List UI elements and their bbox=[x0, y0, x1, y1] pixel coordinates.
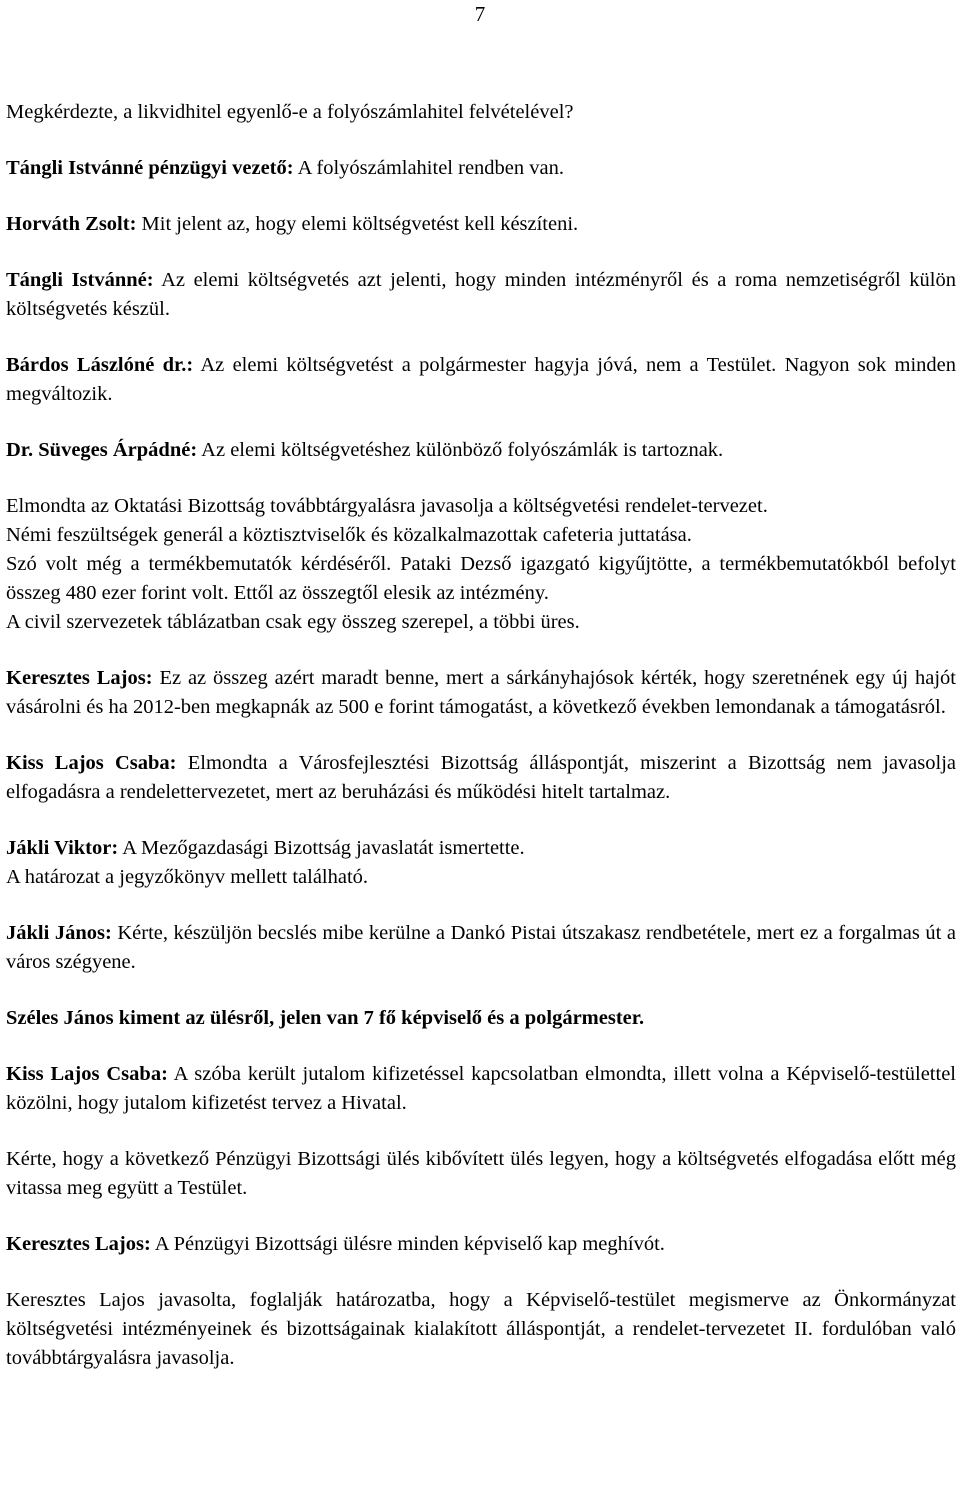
speaker-label: Horváth Zsolt: bbox=[6, 213, 137, 235]
paragraph bbox=[6, 210, 956, 239]
paragraph-text: Elmondta az Oktatási Bizottság továbbtárgyalásra javasolja a költségvetési rendelet-tervezet. bbox=[6, 495, 768, 517]
paragraph-text: A civil szervezetek táblázatban csak egy összeg szerepel, a többi üres. bbox=[6, 611, 580, 633]
paragraph-text: Kérte, készüljön becslés mibe kerülne a Dankó Pistai útszakasz rendbetétele, mert ez a forgalmas út a város szégyene. bbox=[6, 922, 957, 973]
speaker-label: Keresztes Lajos: bbox=[6, 1233, 151, 1255]
paragraph-text: A Mezőgazdasági Bizottság javaslatát ismertette. bbox=[118, 837, 525, 859]
paragraph bbox=[6, 1230, 956, 1259]
document-body bbox=[6, 98, 956, 1400]
paragraph-text: Mit jelent az, hogy elemi költségvetést kell készíteni. bbox=[136, 213, 579, 235]
paragraph-text: Némi feszültségek generál a köztisztviselők és közalkalmazottak cafeteria juttatása. bbox=[6, 524, 692, 546]
paragraph-text: Szó volt még a termékbemutatók kérdéséről. Pataki Dezső igazgató kigyűjtötte, a termékbemutatókból befolyt összeg 480 ezer forint volt. Ettől az összegtől elesik az intézmény. bbox=[6, 553, 956, 604]
speaker-label: Jákli Viktor: bbox=[6, 837, 119, 859]
paragraph-text: Megkérdezte, a likvidhitel egyenlő-e a folyószámlahitel felvételével? bbox=[6, 101, 574, 123]
paragraph-text: A szóba került jutalom kifizetéssel kapcsolatban elmondta, illett volna a Képviselő-testülettel közölni, hogy jutalom kifizetést tervez a Hivatal. bbox=[6, 1063, 956, 1114]
paragraph bbox=[6, 919, 956, 977]
speaker-label: Tángli Istvánné pénzügyi vezető: bbox=[6, 157, 294, 179]
attendance-note: Széles János kiment az ülésről, jelen van 7 fő képviselő és a polgármester. bbox=[6, 1007, 645, 1029]
paragraph bbox=[6, 834, 956, 863]
speaker-label: Kiss Lajos Csaba: bbox=[6, 752, 177, 774]
paragraph-text: Az elemi költségvetéshez különböző folyószámlák is tartoznak. bbox=[197, 439, 724, 461]
paragraph-text: Az elemi költségvetés azt jelenti, hogy minden intézményről és a roma nemzetiségről külön költségvetés készül. bbox=[6, 269, 957, 320]
speaker-label: Jákli János: bbox=[6, 922, 112, 944]
speaker-label: Keresztes Lajos: bbox=[6, 667, 153, 689]
paragraph bbox=[6, 521, 956, 550]
paragraph-text: Kérte, hogy a következő Pénzügyi Bizottsági ülés kibővített ülés legyen, hogy a költségvetés elfogadása előtt még vitassa meg együtt a Testület. bbox=[6, 1148, 956, 1199]
paragraph bbox=[6, 550, 956, 608]
page-number: 7 bbox=[474, 2, 486, 26]
paragraph bbox=[6, 608, 956, 637]
speaker-label: Bárdos Lászlóné dr.: bbox=[6, 354, 194, 376]
paragraph bbox=[6, 1060, 956, 1118]
paragraph bbox=[6, 98, 956, 127]
paragraph-text: A Pénzügyi Bizottsági ülésre minden képviselő kap meghívót. bbox=[150, 1233, 665, 1255]
paragraph bbox=[6, 664, 956, 722]
paragraph-text: Ez az összeg azért maradt benne, mert a sárkányhajósok kérték, hogy szeretnének egy új hajót vásárolni és ha 2012-ben megkapnák az 500 e forint támogatást, a következő években lemondanak a támogatásról. bbox=[6, 667, 956, 718]
speaker-label: Dr. Süveges Árpádné: bbox=[6, 439, 198, 461]
speaker-label: Tángli Istvánné: bbox=[6, 269, 154, 291]
paragraph bbox=[6, 154, 956, 183]
paragraph bbox=[6, 863, 956, 892]
paragraph bbox=[6, 351, 956, 409]
paragraph bbox=[6, 492, 956, 521]
paragraph-text: Keresztes Lajos javasolta, foglalják határozatba, hogy a Képviselő-testület megismerve az Önkormányzat költségvetési intézményeinek és bizottságainak kialakított álláspontját, a rendelet-tervezetet II. fordulóban való továbbtárgyalásra javasolja. bbox=[6, 1289, 956, 1369]
paragraph bbox=[6, 266, 956, 324]
paragraph-text: Az elemi költségvetést a polgármester hagyja jóvá, nem a Testület. Nagyon sok minden megváltozik. bbox=[6, 354, 957, 405]
paragraph-text: A folyószámlahitel rendben van. bbox=[293, 157, 564, 179]
paragraph bbox=[6, 1004, 956, 1033]
paragraph bbox=[6, 436, 956, 465]
paragraph bbox=[6, 1286, 956, 1373]
speaker-label: Kiss Lajos Csaba: bbox=[6, 1063, 168, 1085]
paragraph bbox=[6, 749, 956, 807]
paragraph-text: A határozat a jegyzőkönyv mellett található. bbox=[6, 866, 369, 888]
paragraph-text: Elmondta a Városfejlesztési Bizottság álláspontját, miszerint a Bizottság nem javasolja elfogadásra a rendelettervezetet, mert az beruházási és működési hitelt tartalmaz. bbox=[6, 752, 956, 803]
paragraph bbox=[6, 1145, 956, 1203]
